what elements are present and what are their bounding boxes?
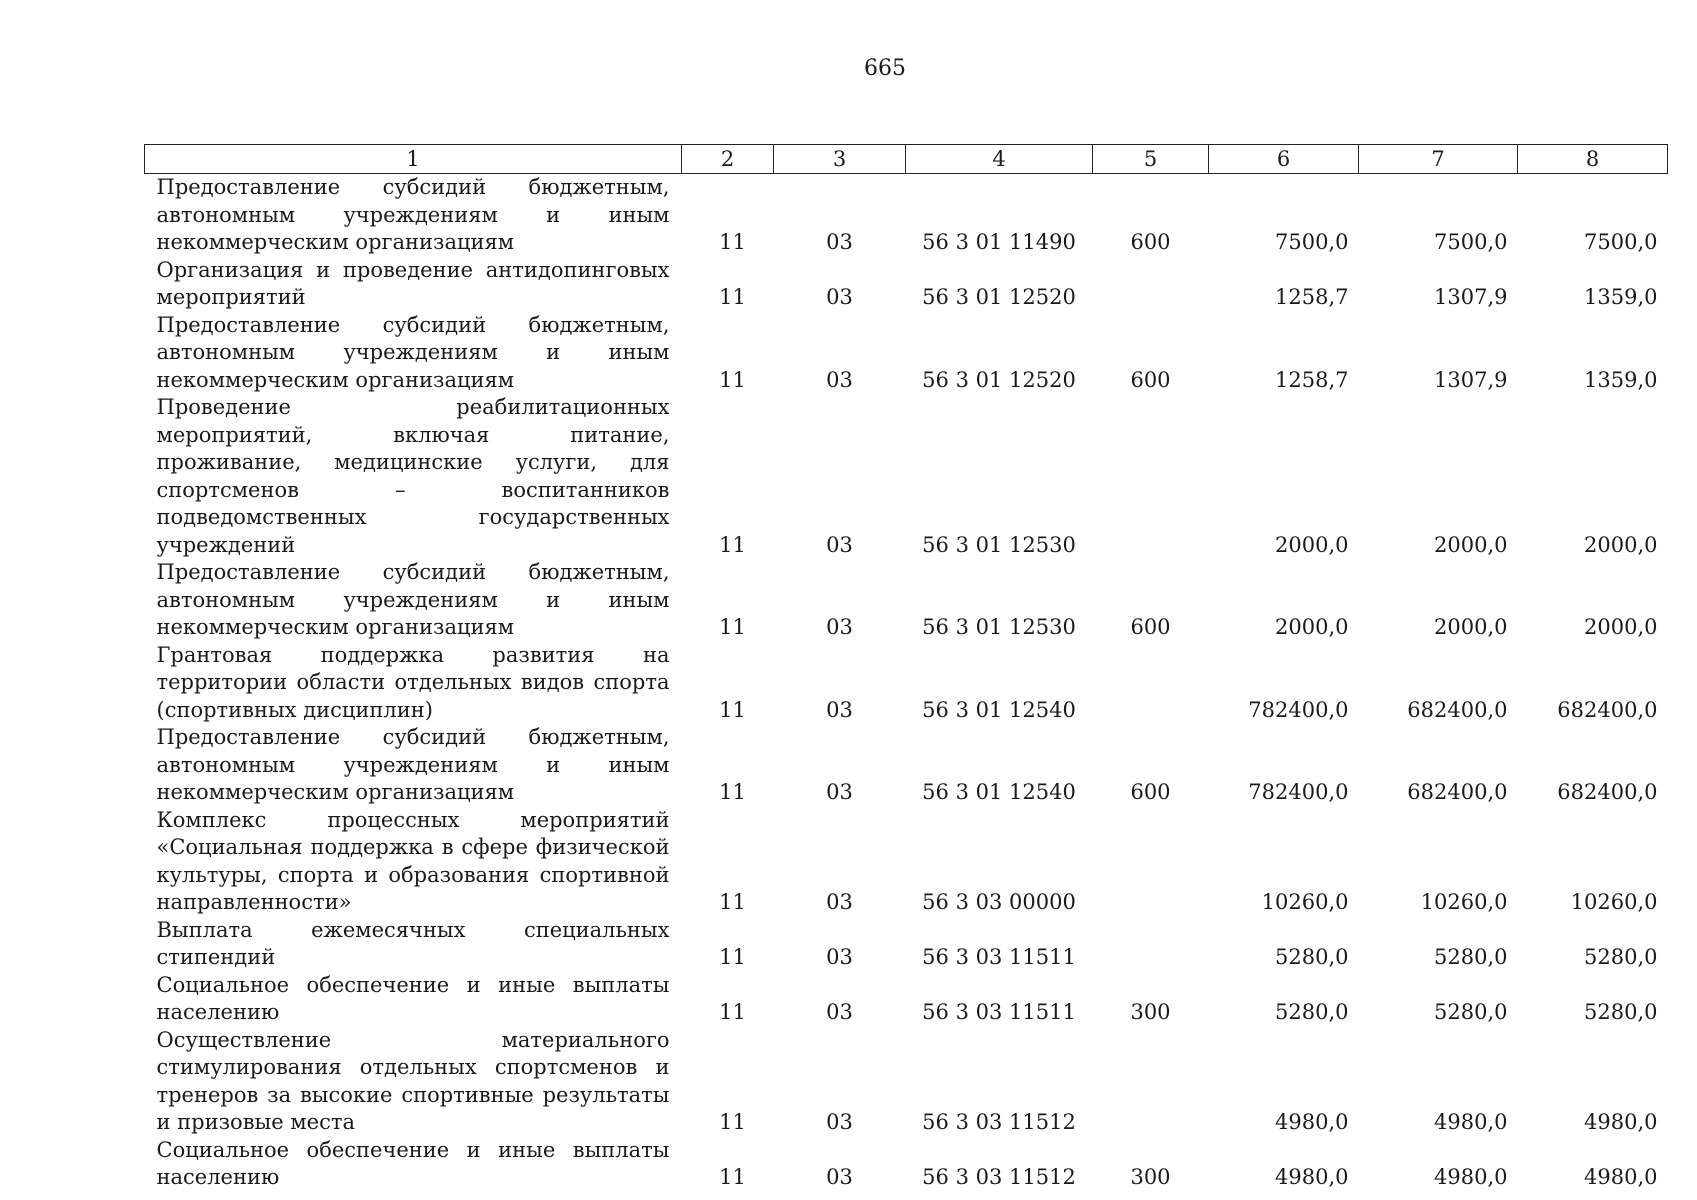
row-section-code: 11 [719,945,746,969]
column-header-7: 7 [1359,145,1518,174]
row-subsection-code: 03 [826,697,853,722]
table-row [145,1027,1668,1137]
row-amount-col7: 4980,0 [1434,1165,1508,1189]
row-expense-type-code [1093,257,1209,312]
row-section-code: 11 [719,230,746,254]
table-row [145,312,1668,395]
row-description: Проведение реабилитационных мероприятий, включая питание, проживание, медицинские услуги, для спортсменов – воспитанников подведомственных государственных учреждений [156,395,670,557]
row-amount-col8: 7500,0 [1584,230,1658,254]
row-expense-type-code: 600 [1130,367,1171,392]
row-amount-col7: 2000,0 [1434,615,1508,639]
row-amount-col8: 5280,0 [1584,1000,1658,1024]
row-target-article-code: 56 3 01 12530 [922,532,1076,557]
row-subsection-code: 03 [826,615,853,639]
row-description: Организация и проведение антидопинговых мероприятий [156,257,670,309]
row-target-article-code: 56 3 01 12520 [922,285,1076,309]
row-subsection-code: 03 [826,1110,853,1134]
row-subsection-code: 03 [826,1165,853,1189]
row-amount-col6: 1258,7 [1275,367,1349,392]
row-amount-col6: 7500,0 [1275,230,1349,254]
row-expense-type-code [1093,917,1209,972]
row-subsection-code: 03 [826,367,853,392]
row-expense-type-code [1093,394,1209,559]
row-target-article-code: 56 3 01 12540 [922,780,1076,804]
row-subsection-code: 03 [826,780,853,804]
table-row [145,724,1668,807]
row-amount-col7: 10260,0 [1420,890,1508,914]
table-row [145,559,1668,642]
row-expense-type-code: 300 [1130,1000,1171,1024]
column-header-8: 8 [1518,145,1668,174]
row-amount-col6: 782400,0 [1248,780,1349,804]
row-section-code: 11 [719,367,746,392]
row-subsection-code: 03 [826,230,853,254]
row-section-code: 11 [719,890,746,914]
row-subsection-code: 03 [826,890,853,914]
row-expense-type-code [1093,642,1209,725]
row-subsection-code: 03 [826,285,853,309]
row-expense-type-code: 600 [1130,230,1171,254]
row-section-code: 11 [719,1110,746,1134]
row-amount-col7: 1307,9 [1434,367,1508,392]
column-header-6: 6 [1209,145,1359,174]
row-target-article-code: 56 3 01 12540 [922,697,1076,722]
row-description: Предоставление субсидий бюджетным, автономным учреждениям и иным некоммерческим организациям [156,175,670,254]
row-section-code: 11 [719,1165,746,1189]
row-section-code: 11 [719,780,746,804]
row-target-article-code: 56 3 01 11490 [922,230,1076,254]
row-amount-col6: 10260,0 [1261,890,1349,914]
row-section-code: 11 [719,697,746,722]
table-row [145,917,1668,972]
row-amount-col7: 5280,0 [1434,945,1508,969]
table-row [145,257,1668,312]
row-amount-col6: 4980,0 [1275,1110,1349,1134]
row-description: Социальное обеспечение и иные выплаты населению [156,1137,670,1189]
row-section-code: 11 [719,285,746,309]
row-expense-type-code: 300 [1130,1165,1171,1189]
column-header-3: 3 [774,145,906,174]
row-amount-col8: 1359,0 [1584,367,1658,392]
row-amount-col8: 2000,0 [1584,615,1658,639]
row-target-article-code: 56 3 01 12530 [922,615,1076,639]
row-amount-col6: 782400,0 [1248,697,1349,722]
row-target-article-code: 56 3 03 00000 [922,890,1076,914]
row-amount-col7: 5280,0 [1434,1000,1508,1024]
row-target-article-code: 56 3 01 12520 [922,367,1076,392]
row-amount-col7: 4980,0 [1434,1110,1508,1134]
row-section-code: 11 [719,615,746,639]
table-row [145,394,1668,559]
row-amount-col7: 682400,0 [1407,780,1508,804]
row-description: Комплекс процессных мероприятий «Социальная поддержка в сфере физической культуры, спорта и образования спортивной направленности» [156,807,670,914]
row-description: Социальное обеспечение и иные выплаты населению [156,972,670,1024]
row-amount-col7: 2000,0 [1434,532,1508,557]
row-amount-col8: 682400,0 [1557,697,1658,722]
row-amount-col7: 682400,0 [1407,697,1508,722]
row-amount-col8: 4980,0 [1584,1110,1658,1134]
row-amount-col6: 2000,0 [1275,615,1349,639]
row-expense-type-code [1093,807,1209,917]
row-description: Выплата ежемесячных специальных стипендий [156,917,670,969]
row-amount-col8: 2000,0 [1584,532,1658,557]
row-expense-type-code: 600 [1130,780,1171,804]
table-row [145,642,1668,725]
budget-table [144,144,1668,1192]
table-body [145,174,1668,1192]
row-section-code: 11 [719,532,746,557]
row-subsection-code: 03 [826,945,853,969]
column-header-2: 2 [682,145,774,174]
row-expense-type-code: 600 [1130,615,1171,639]
row-subsection-code: 03 [826,1000,853,1024]
row-amount-col8: 10260,0 [1570,890,1658,914]
row-description: Осуществление материального стимулирования отдельных спортсменов и тренеров за высокие спортивные результаты и призовые места [156,1027,670,1134]
row-description: Грантовая поддержка развития на территории области отдельных видов спорта (спортивных дисциплин) [156,642,670,722]
row-amount-col8: 4980,0 [1584,1165,1658,1189]
row-target-article-code: 56 3 03 11511 [922,945,1076,969]
row-amount-col7: 1307,9 [1434,285,1508,309]
row-expense-type-code [1093,1027,1209,1137]
row-subsection-code: 03 [826,532,853,557]
row-amount-col8: 5280,0 [1584,945,1658,969]
row-target-article-code: 56 3 03 11512 [922,1165,1076,1189]
row-amount-col6: 2000,0 [1275,532,1349,557]
row-amount-col6: 4980,0 [1275,1165,1349,1189]
row-description: Предоставление субсидий бюджетным, автономным учреждениям и иным некоммерческим организациям [156,725,670,804]
table-row [145,1137,1668,1192]
table-row [145,807,1668,917]
row-amount-col6: 1258,7 [1275,285,1349,309]
row-amount-col6: 5280,0 [1275,945,1349,969]
column-header-5: 5 [1093,145,1209,174]
row-target-article-code: 56 3 03 11511 [922,1000,1076,1024]
row-description: Предоставление субсидий бюджетным, автономным учреждениям и иным некоммерческим организациям [156,312,670,392]
column-header-4: 4 [906,145,1093,174]
row-amount-col7: 7500,0 [1434,230,1508,254]
row-description: Предоставление субсидий бюджетным, автономным учреждениям и иным некоммерческим организациям [156,560,670,639]
table-row [145,174,1668,257]
page-number: 665 [864,56,906,81]
row-amount-col8: 1359,0 [1584,285,1658,309]
column-number-header-row [145,145,1668,174]
row-amount-col8: 682400,0 [1557,780,1658,804]
row-section-code: 11 [719,1000,746,1024]
row-amount-col6: 5280,0 [1275,1000,1349,1024]
table-row [145,972,1668,1027]
column-header-1: 1 [145,145,682,174]
row-target-article-code: 56 3 03 11512 [922,1110,1076,1134]
